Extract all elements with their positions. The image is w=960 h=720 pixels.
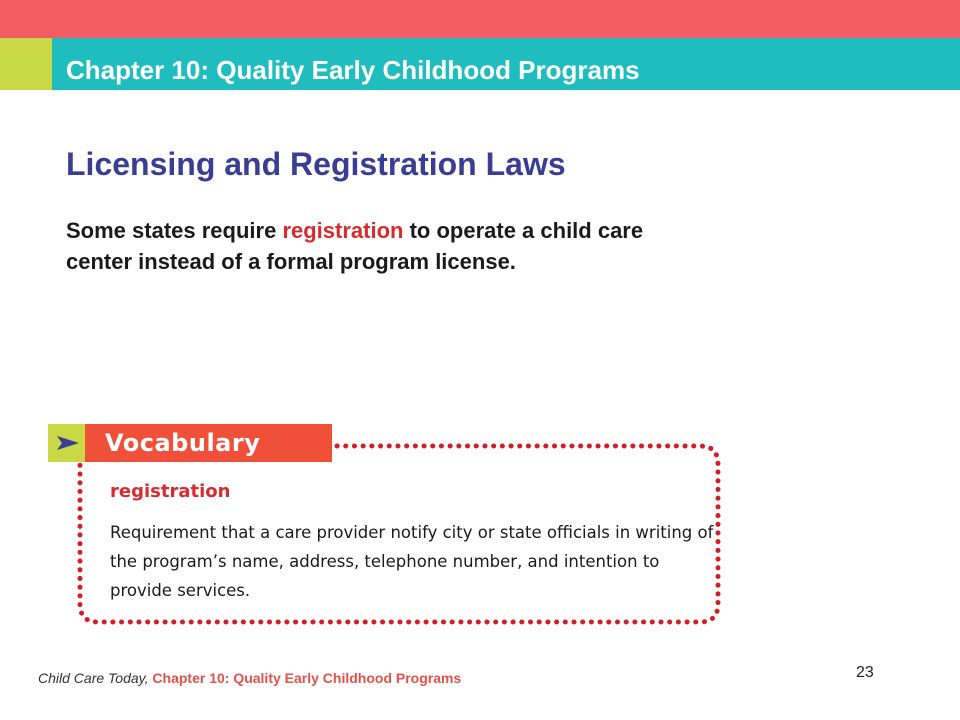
vocabulary-term: registration xyxy=(110,481,231,502)
slide-title: Licensing and Registration Laws xyxy=(66,146,566,182)
highlighted-term: registration xyxy=(282,218,404,243)
arrow-right-icon xyxy=(48,424,85,462)
vocabulary-label: Vocabulary xyxy=(105,429,261,457)
footer-book-title: Child Care Today, xyxy=(38,670,149,686)
body-text-end: to operate a child care center instead of a formal program license. xyxy=(66,218,644,274)
body-text-start: Some states require xyxy=(66,218,283,243)
footer-chapter: Chapter 10: Quality Early Childhood Programs xyxy=(152,670,462,686)
vocabulary-label-box xyxy=(85,424,332,462)
vocabulary-definition: Requirement that a care provider notify city or state officials in writing of the program’s name, address, telephone number, and intention to provide services. xyxy=(110,523,714,600)
footer-citation xyxy=(38,670,461,686)
vocabulary-arrow-box xyxy=(48,424,85,462)
chapter-title: Chapter 10: Quality Early Childhood Programs xyxy=(66,55,640,85)
page-number: 23 xyxy=(856,664,874,681)
